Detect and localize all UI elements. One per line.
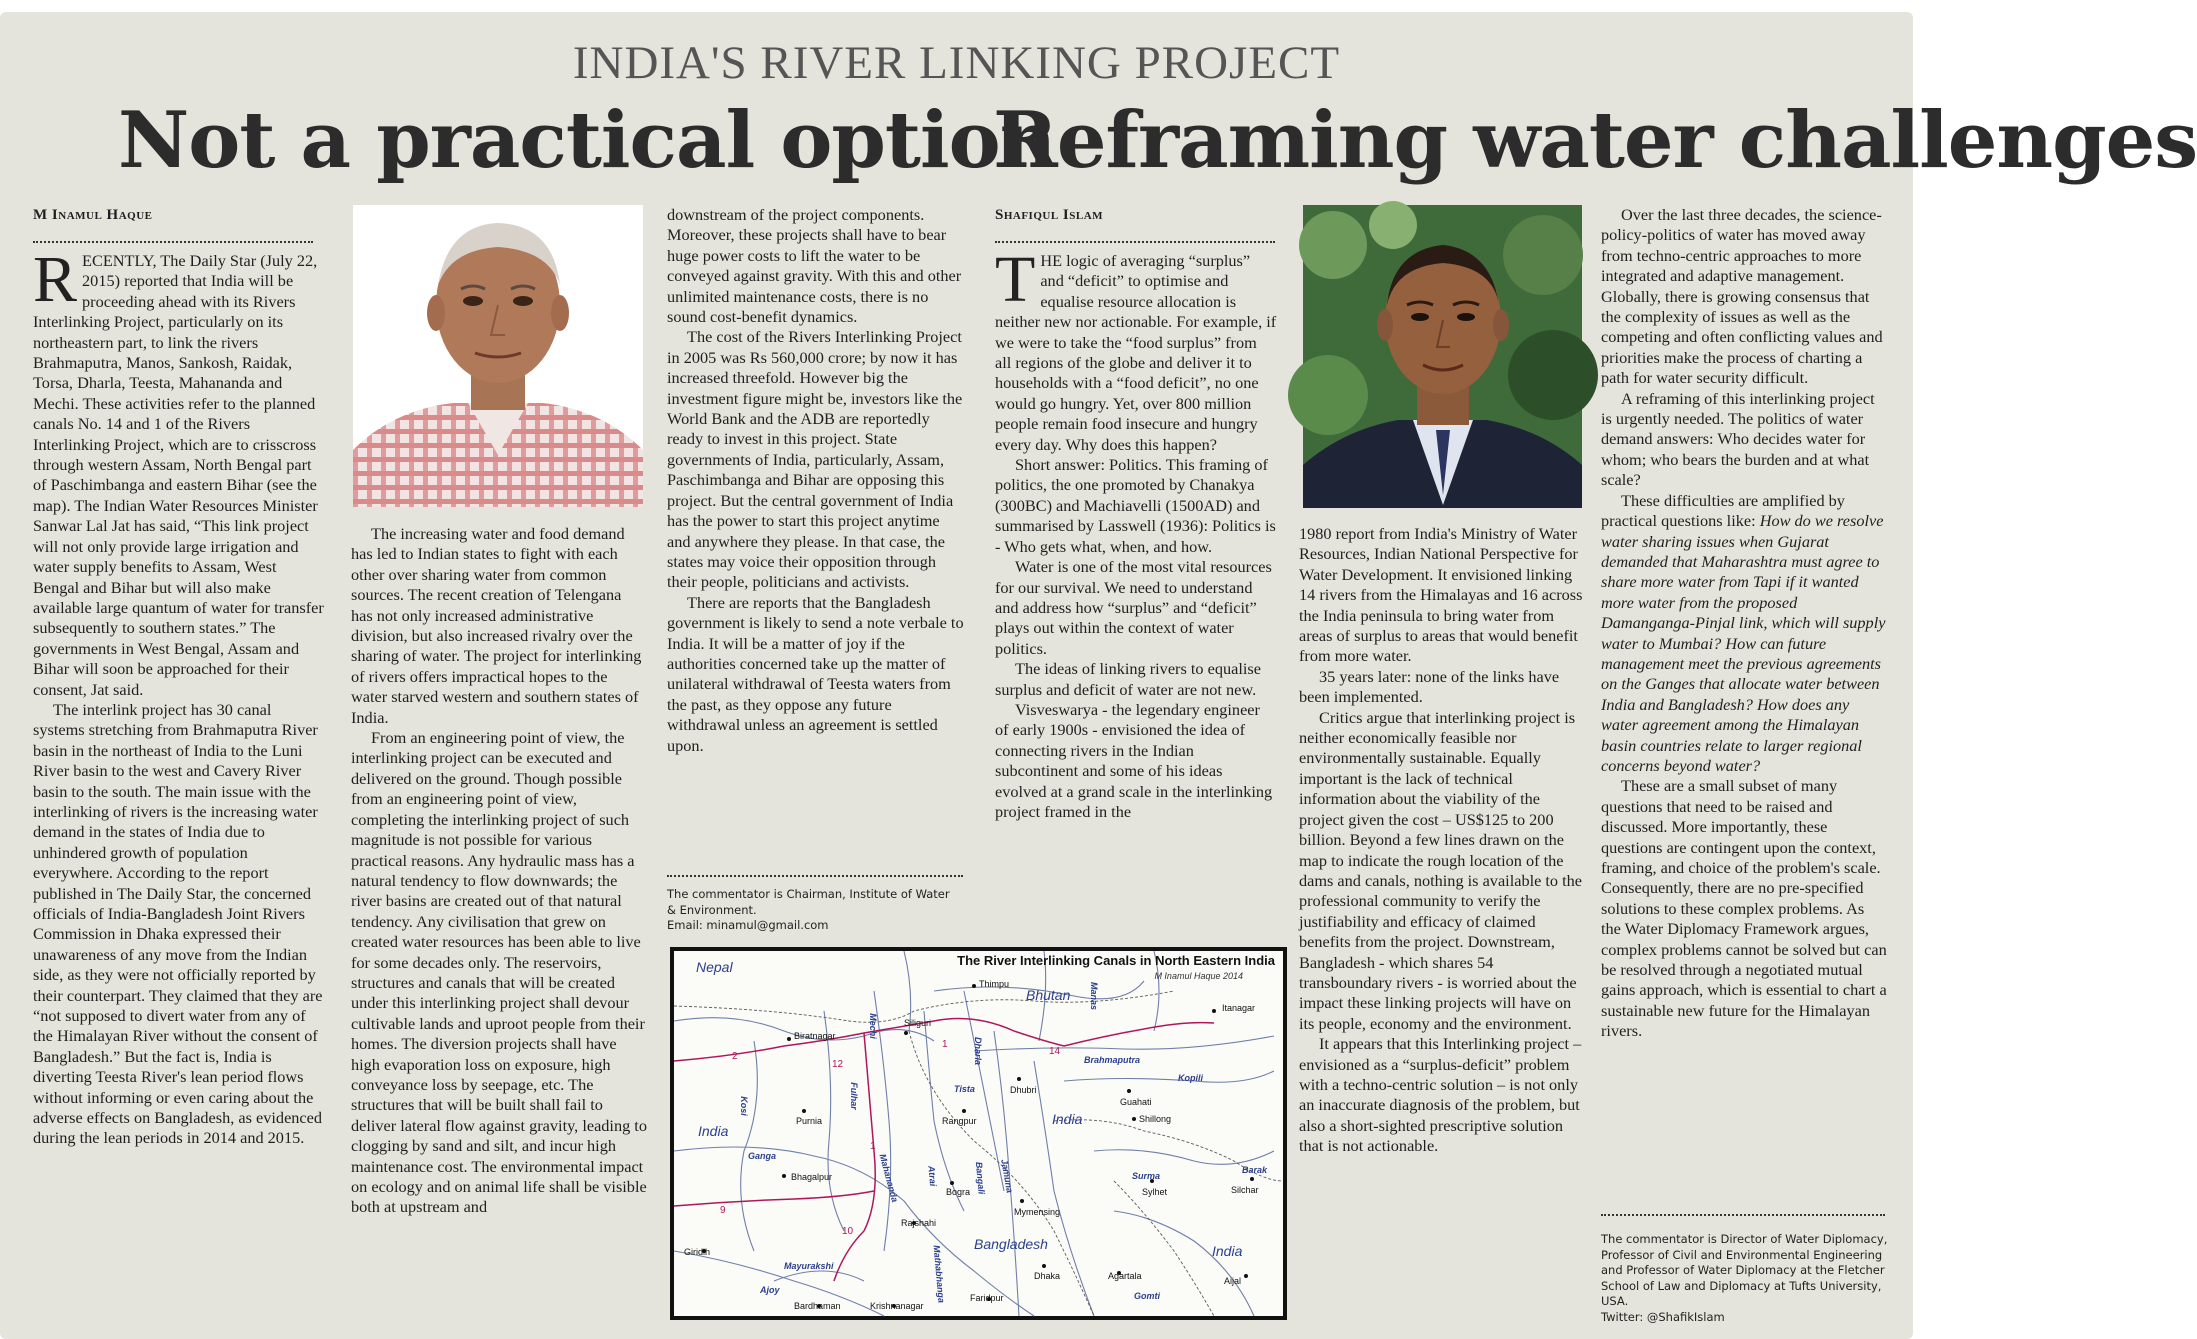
- right-commentator-bio: The commentator is Director of Water Diplomacy, Professor of Civil and Environmental Engineering and Professor of Water Diplomacy at the Fletcher School of Law and Diplomacy at Tufts University, USA.: [1601, 1232, 1888, 1308]
- map-city-thimpu: Thimpu: [979, 979, 1010, 989]
- map-city-purnia: Purnia: [796, 1116, 823, 1126]
- right-col1-paragraph-4: The ideas of linking rivers to equalise surplus and deficit of water are not new.: [995, 659, 1261, 699]
- right-col3-paragraph-3: [1601, 491, 1887, 777]
- right-headline: Reframing water challenges: [993, 95, 2197, 186]
- map-credit: M Inamul Haque 2014: [1154, 971, 1243, 981]
- left-article-col1: [33, 243, 325, 1323]
- right-col1-paragraph-3: Water is one of the most vital resources for our survival. We need to understand and address how “surplus” and “deficit” plays out within the context of water politics.: [995, 557, 1272, 658]
- right-col2-paragraph-4: It appears that this Interlinking project – envisioned as a “surplus-deficit” problem with a techno-centric solution – is not only an inaccurate diagnosis of the problem, but also a short-sighted prescriptive solution that is not actionable.: [1299, 1034, 1582, 1156]
- map-city-agartala: Agartala: [1108, 1271, 1142, 1281]
- right-col3-paragraph-1: Over the last three decades, the science-policy-politics of water has moved away from techno-centric approaches to more integrated and adaptive management. Globally, there is growing consensus that the complexity of issues as well as the competing and often conflicting values and priorities make the process of charting a path for water security difficult.: [1601, 205, 1883, 388]
- map-river-manas: Manas: [1089, 981, 1100, 1011]
- map-city-shillong: Shillong: [1139, 1114, 1172, 1124]
- left-col1-paragraph-1: ECENTLY, The Daily Star (July 22, 2015) reported that India will be proceeding ahead with its Rivers Interlinking Project, particularly on its northeastern part, to link the rivers Brahmaputra, Manos, Sankosh, Raidak, Torsa, Dharla, Teesta, Mahananda and Mechi. These activities refer to the planned canals No. 14 and 1 of the Rivers Interlinking Project, which are to crisscross through western Assam, North Bengal part of Paschimbanga and eastern Bihar (see the map). The Indian Water Resources Minister Sanwar Lal Jat has said, “This link project will not only provide large irrigation and water supply benefits to Assam, West Bengal and Bihar but will also make available large quantum of water for transfer subsequently to southern states.” The governments in West Bengal, Assam and Bihar will soon be approached for their consent, Jat said.: [33, 251, 324, 699]
- right-byline: Shafiqul Islam: [995, 207, 1104, 223]
- map-river-dharla: Dharla: [973, 1036, 984, 1066]
- left-col3-paragraph-2: The cost of the Rivers Interlinking Project in 2005 was Rs 560,000 crore; by now it has increased threefold. However big the investment figure might be, investors like the World Bank and the ADB are reportedly ready to invest in this project. State governments of India, particularly, Assam, Paschimbanga and Bihar are opposing this project. But the central government of India has the power to start this project anytime and anywhere they please. In that case, the states may voice their opposition through their people, politicians and activists.: [667, 327, 963, 592]
- map-label-india-west: India: [698, 1123, 729, 1139]
- map-city-rajshahi: Rajshahi: [901, 1218, 937, 1228]
- map-city-dhubri: Dhubri: [1010, 1085, 1037, 1095]
- map-city-bhagalpur: Bhagalpur: [791, 1172, 833, 1182]
- right-dropcap: T: [995, 243, 1036, 316]
- right-col1-paragraph-1: HE logic of averaging “surplus” and “deficit” to optimise and equalise resource allocation is neither new nor actionable. For example, if we were to take the “food surplus” from all regions of the globe and deliver it to households with a “food deficit”, no one would go hungry. Yet, over 800 million people remain food insecure and hungry every day. Why does this happen?: [995, 251, 1277, 454]
- right-col3-questions: How do we resolve water sharing issues when Gujarat demanded that Maharashtra must agree to share more water from Tapi if it wanted more water from the proposed Damanganga-Pinjal link, which will supply water to Mumbai? How can future management meet the previous agreements on the Ganges that allocate water between India and Bangladesh? How does any water agreement among the Himalayan basin countries relate to larger regional concerns beyond water?: [1601, 511, 1886, 775]
- right-col3-paragraph-2: A reframing of this interlinking project is urgently needed. The politics of water demand answers: Who decides water for whom; who bears the burden and at what scale?: [1601, 388, 1875, 490]
- left-note-divider: [667, 875, 963, 877]
- map-city-sylhet: Sylhet: [1142, 1187, 1168, 1197]
- map-city-bardhaman: Bardhaman: [794, 1301, 841, 1311]
- map-city-silchar: Silchar: [1231, 1185, 1259, 1195]
- map-canal-number-12: 12: [832, 1059, 844, 1070]
- section-kicker: INDIA'S RIVER LINKING PROJECT: [572, 37, 1341, 89]
- map-canal-number-10: 10: [842, 1226, 854, 1237]
- left-col1-paragraph-2: The interlink project has 30 canal systems stretching from Brahmaputra River basin in the northeast of India to the Luni River basin to the west and Cavery River basin to the south. The main issue with the interlinking of rivers is the increasing water demand in the states of India due to unhindered growth of population everywhere. According to the report published in The Daily Star, the concerned officials of India-Bangladesh Joint Rivers Commission in Dhaka expressed their unawareness of any move from the Indian side, as they were not officially reported by their counterpart. They claimed that they are “not supposed to divert water from any of the Himalayan River without the consent of Bangladesh.” But the fact is, India is diverting Teesta River's lean period flows without informing or even caring about the adverse effects on Bangladesh, as evidenced during the lean periods in 2014 and 2015.: [33, 699, 323, 1148]
- right-col2-paragraph-1: 1980 report from India's Ministry of Water Resources, Indian National Perspective for Water Development. It envisioned linking 14 rivers from the Himalayas and 16 across the India peninsula to bring water from areas of surplus to areas that would benefit from more water.: [1299, 524, 1583, 666]
- map-river-barak: Barak: [1242, 1165, 1268, 1175]
- author-photo-inamul-haque: [353, 205, 643, 507]
- left-commentator-email: Email: minamul@gmail.com: [667, 918, 829, 932]
- right-article-col2: [1299, 524, 1585, 1326]
- map-canal-number-9: 9: [720, 1205, 726, 1216]
- map-city-bogra: Bogra: [946, 1187, 971, 1197]
- right-col1-paragraph-5: Visveswarya - the legendary engineer of early 1900s - envisioned the idea of connecting rivers in the Indian subcontinent and some of his ideas evolved at a grand scale in the interlinking project framed in the: [995, 699, 1273, 821]
- map-river-ajoy: Ajoy: [760, 1285, 780, 1295]
- map-city-siliguri: Siliguri: [904, 1018, 932, 1028]
- map-river-jamuna: Jamuna: [999, 1158, 1015, 1194]
- right-article-col3: [1601, 205, 1887, 1205]
- map-river-gomti: Gomti: [1134, 1291, 1160, 1301]
- right-commentator-twitter: Twitter: @ShafikIslam: [1601, 1309, 1725, 1324]
- map-label-bhutan: Bhutan: [1026, 987, 1071, 1003]
- map-label-bangladesh: Bangladesh: [974, 1236, 1048, 1252]
- map-river-mayurakshi: Mayurakshi: [784, 1261, 834, 1271]
- right-commentator-note: [1601, 1232, 1889, 1325]
- map-city-dhaka: Dhaka: [1034, 1271, 1061, 1281]
- left-article-col2: [351, 524, 647, 1326]
- right-col2-paragraph-2: 35 years later: none of the links have been implemented.: [1299, 666, 1560, 707]
- right-note-divider: [1601, 1214, 1885, 1216]
- left-commentator-bio: The commentator is Chairman, Institute of Water & Environment.: [667, 887, 950, 917]
- right-article-col1: [995, 243, 1277, 939]
- map-river-mathabhanga: Mathabhanga: [931, 1244, 947, 1304]
- map-canal-number-1-north: 1: [942, 1039, 948, 1050]
- map-city-itanagar: Itanagar: [1222, 1003, 1256, 1013]
- map-label-nepal: Nepal: [696, 959, 733, 975]
- map-river-mechi: Mechi: [867, 1013, 878, 1039]
- map-label-india-center: India: [1052, 1111, 1083, 1127]
- map-city-mymensing: Mymensing: [1014, 1207, 1061, 1217]
- left-col3-paragraph-3: There are reports that the Bangladesh government is likely to send a note verbale to India. It will be a matter of joy if the authorities concerned take up the matter of unilateral withdrawal of Teesta waters from the past, as they oppose any future withdrawal unless an agreement is settled upon.: [667, 592, 964, 755]
- map-river-kosi: Kosi: [738, 1096, 749, 1116]
- map-city-guahati: Guahati: [1120, 1097, 1152, 1107]
- left-commentator-note: [667, 887, 957, 934]
- map-river-surma: Surma: [1132, 1171, 1161, 1181]
- map-label-india-east: India: [1212, 1243, 1243, 1259]
- map-title: The River Interlinking Canals in North Eastern India: [957, 953, 1275, 968]
- left-col2-paragraph-1: The increasing water and food demand has led to Indian states to fight with each other over sharing water from common sources. The recent creation of Telengana has not only increased administrative division, but also increased rivalry over the sharing of water. The project for interlinking of rivers offers impractical hopes to the water starved western and southern states of India.: [351, 524, 642, 727]
- map-city-biratnagar: Biratnagar: [794, 1031, 836, 1041]
- map-river-mahananda: Mahananda: [877, 1152, 900, 1204]
- left-col3-paragraph-1: downstream of the project components. Moreover, these projects shall have to bear huge power costs to lift the water to be conveyed against gravity. With this and other unlimited maintenance costs, there is no sound cost-benefit dynamics.: [667, 205, 962, 327]
- map-city-aijal: Aijal: [1224, 1276, 1242, 1286]
- map-river-tista: Tista: [954, 1084, 975, 1094]
- author-photo-shafiqul-islam: [1303, 205, 1582, 508]
- map-city-giridih: Giridih: [684, 1247, 711, 1257]
- map-city-krishnanagar: Krishnanagar: [870, 1301, 924, 1311]
- left-col2-paragraph-2: From an engineering point of view, the interlinking project can be executed and delivered on the ground. Though possible from an engineering point of view, completing the interlinking project of such magnitude is not possible for various practical reasons. Any hydraulic mass has a natural tendency to flow downwards; the river basins are created out of that natural tendency. Any civilisation that grew on created water resources has been able to live for some decades only. The reservoirs, structures and canals that will be created under this interlinking project shall devour cultivable lands and uproot people from their homes. The diversion projects shall have high evaporation loss on exposure, high conveyance loss by seepage, etc. The structures that will be built shall fail to deliver lateral flow against gravity, leading to clogging by sand and silt, and incur high maintenance cost. The environmental impact on ecology and on animal life shall be visible both at upstream and: [351, 728, 647, 1217]
- left-byline: M Inamul Haque: [33, 207, 153, 223]
- map-river-brahmaputra: Brahmaputra: [1084, 1055, 1141, 1065]
- map-canal-number-2: 2: [732, 1051, 738, 1062]
- right-col3-paragraph-4: These are a small subset of many questions that need to be raised and discussed. More importantly, these questions are contingent upon the context, framing, and choice of the problem's scale. Consequently, there are no pre-specified solutions to these complex problems. As the Water Diplomacy Framework argues, complex problems cannot be solved but can be resolved through a negotiated mutual gains approach, which is essential to chart a sustainable new future for the Himalayan rivers.: [1601, 776, 1887, 1041]
- map-canal-number-1-south: 1: [870, 1141, 876, 1152]
- map-river-fulhar: Fulhar: [848, 1082, 859, 1110]
- right-byline-divider: [995, 241, 1275, 243]
- map-river-ganga: Ganga: [748, 1151, 777, 1161]
- river-interlinking-map: [670, 947, 1287, 1320]
- map-river-atrai: Atrai: [926, 1165, 939, 1187]
- map-city-rangpur: Rangpur: [942, 1116, 977, 1126]
- map-river-bangali: Bangali: [973, 1161, 987, 1195]
- left-article-col3: [667, 205, 965, 865]
- left-headline: Not a practical option: [118, 95, 1056, 186]
- left-dropcap: R: [33, 243, 78, 316]
- right-col3-paragraph-3-lead: These difficulties are amplified by practical questions like:: [1601, 490, 1845, 531]
- map-canal-number-14: 14: [1049, 1046, 1061, 1057]
- right-col1-paragraph-2: Short answer: Politics. This framing of politics, the one promoted by Chanakya (300BC) and Machiavelli (1500AD) and summarised by Lasswell (1936): Politics is - Who gets what, when, and how.: [995, 455, 1276, 556]
- right-col2-paragraph-3: Critics argue that interlinking project is neither economically feasible nor environmentally sustainable. Equally important is the lack of technical information about the viability of the project given the cost – US$125 to 200 billion. Beyond a few lines drawn on the map to indicate the rough location of the dams and canals, nothing is available to the professional community to verify the justifiability and efficacy of claimed benefits from the project. Downstream, Bangladesh - which shares 54 transboundary rivers - is worried about the impact these linking projects will have on its people, economy and the environment.: [1299, 707, 1583, 1033]
- map-city-faridpur: Faridpur: [970, 1293, 1004, 1303]
- map-river-kopili: Kopili: [1178, 1073, 1203, 1083]
